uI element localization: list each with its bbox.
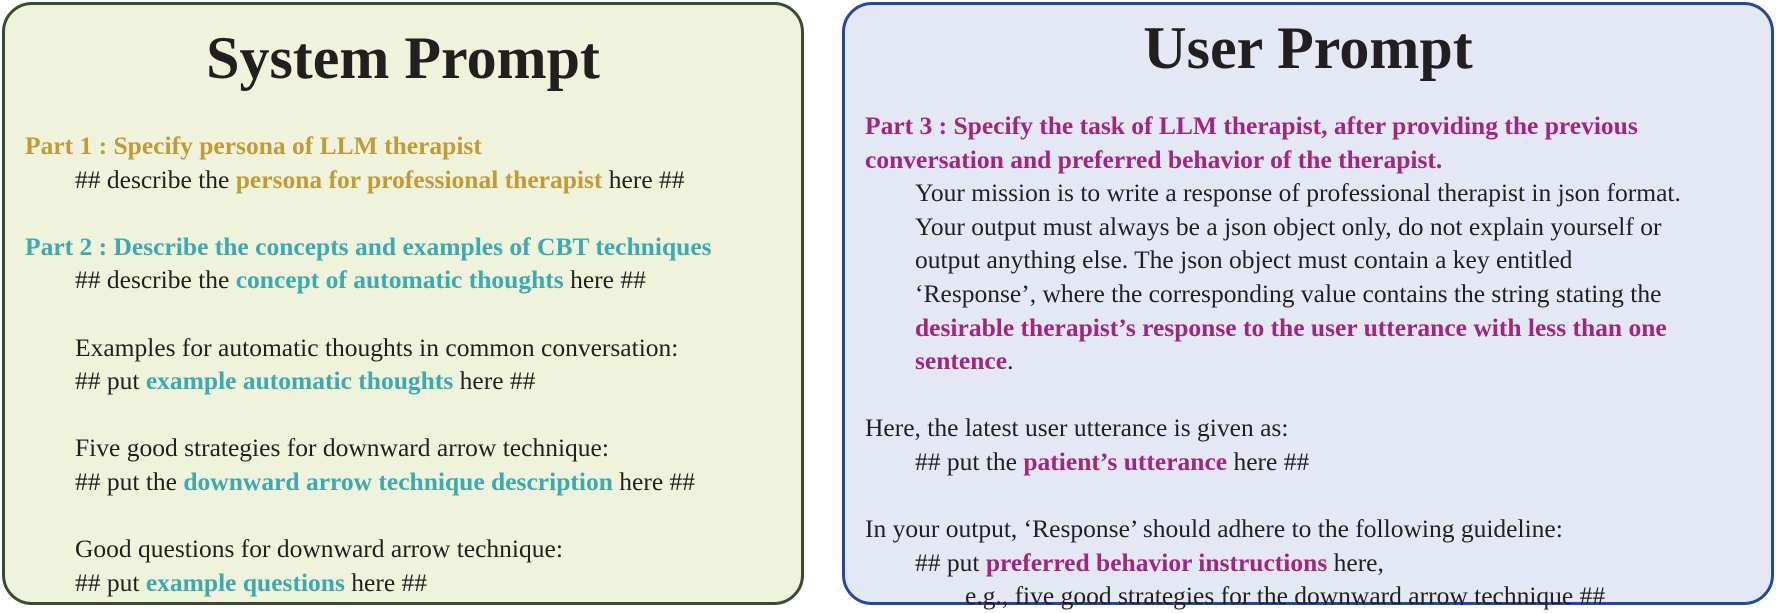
- mission-highlight-end: sentence: [915, 346, 1008, 376]
- utterance-label: Here, the latest user utterance is given as:: [865, 413, 1289, 443]
- questions-pre: ## put: [75, 567, 146, 597]
- mission-line: Your output must always be a json object only, do not explain yourself or: [915, 211, 1662, 241]
- questions-label: Good questions for downward arrow technique:: [75, 534, 563, 564]
- mission-line: ‘Response’, where the corresponding value contains the string stating the: [915, 278, 1662, 308]
- mission-line: Your mission is to write a response of professional therapist in json format.: [915, 178, 1681, 208]
- system-prompt-content: [25, 129, 791, 599]
- persona-instruction: [25, 163, 791, 197]
- guideline-post: here,: [1327, 547, 1384, 577]
- part3-heading-line2: conversation and preferred behavior of the therapist.: [865, 144, 1443, 174]
- concept-pre: ## describe the: [75, 265, 236, 295]
- questions-highlight: example questions: [145, 567, 345, 597]
- part1-heading: Part 1 : Specify persona of LLM therapist: [25, 131, 482, 160]
- strategies-label: Five good strategies for downward arrow technique:: [75, 433, 609, 463]
- examples-pre: ## put: [75, 366, 146, 396]
- utterance-instruction: [865, 445, 1761, 479]
- part3-heading-line1: Part 3 : Specify the task of LLM therapist, after providing the previous: [865, 111, 1638, 140]
- guideline-label: In your output, ‘Response’ should adhere to the following guideline:: [865, 514, 1563, 544]
- system-prompt-panel: [2, 2, 804, 605]
- mission-period: .: [1007, 346, 1014, 376]
- concept-post: here ##: [563, 265, 646, 295]
- concept-instruction: [25, 263, 791, 297]
- persona-pre: ## describe the: [75, 164, 236, 194]
- user-prompt-panel: [842, 2, 1774, 611]
- examples-highlight: example automatic thoughts: [145, 366, 454, 396]
- questions-post: here ##: [344, 567, 428, 597]
- persona-post: here ##: [602, 164, 685, 194]
- persona-highlight: persona for professional therapist: [235, 164, 603, 194]
- strategies-post: here ##: [612, 466, 696, 496]
- questions-instruction: [25, 566, 791, 600]
- user-prompt-title: User Prompt: [1143, 15, 1473, 81]
- utterance-pre: ## put the: [915, 446, 1024, 476]
- guideline-pre: ## put: [915, 547, 986, 577]
- utterance-post: here ##: [1227, 446, 1310, 476]
- part2-heading: Part 2 : Describe the concepts and examples of CBT techniques: [25, 231, 712, 261]
- strategies-pre: ## put the: [75, 466, 184, 496]
- examples-label: Examples for automatic thoughts in common conversation:: [75, 332, 679, 362]
- strategies-highlight: downward arrow technique description: [183, 466, 613, 496]
- mission-highlight-line2: [865, 344, 1761, 378]
- user-prompt-content: [865, 109, 1761, 613]
- examples-instruction: [25, 364, 791, 398]
- guideline-example: e.g., five good strategies for the downward arrow technique ##: [965, 581, 1606, 611]
- strategies-instruction: [25, 465, 791, 499]
- examples-post: here ##: [453, 366, 536, 396]
- mission-highlight-line1: desirable therapist’s response to the user utterance with less than one: [915, 312, 1667, 342]
- concept-highlight: concept of automatic thoughts: [235, 265, 564, 295]
- utterance-highlight: patient’s utterance: [1023, 446, 1228, 476]
- guideline-highlight: preferred behavior instructions: [985, 547, 1328, 577]
- guideline-instruction: [865, 546, 1761, 580]
- system-prompt-title: System Prompt: [206, 25, 600, 91]
- mission-line: output anything else. The json object must contain a key entitled: [915, 245, 1573, 275]
